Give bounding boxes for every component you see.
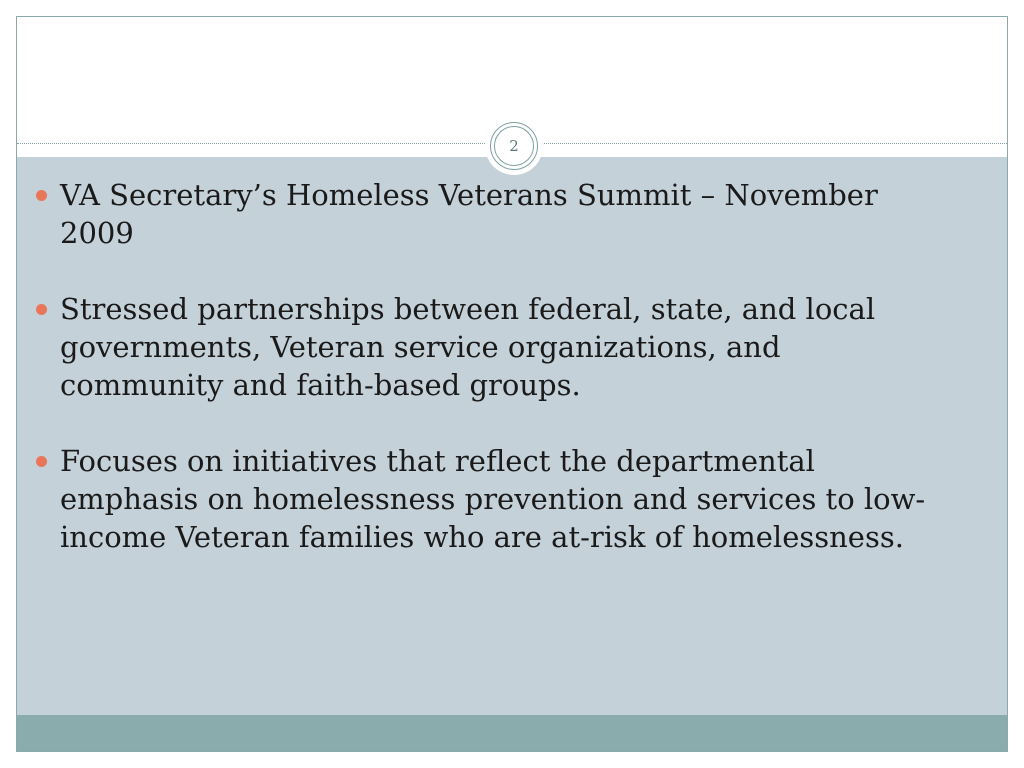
bullet-text: Stressed partnerships between federal, state, and local governments, Veteran service organizations, and community and faith-based groups.: [60, 292, 876, 402]
bullet-dot-icon: [36, 190, 47, 201]
bullet-dot-icon: [36, 304, 47, 315]
page-number-badge: [485, 117, 543, 175]
bullet-text: VA Secretary’s Homeless Veterans Summit – November 2009: [60, 178, 878, 250]
bullet-list: [36, 176, 936, 594]
page-number-ring: [490, 122, 538, 170]
page-number: 2: [494, 126, 534, 166]
bullet-item: [36, 290, 936, 404]
bullet-item: [36, 176, 936, 252]
bullet-item: [36, 442, 936, 556]
bullet-text: Focuses on initiatives that reflect the departmental emphasis on homelessness prevention and services to low-income Veteran families who are at-risk of homelessness.: [60, 444, 926, 554]
footer-band: [17, 715, 1007, 751]
bullet-dot-icon: [36, 456, 47, 467]
